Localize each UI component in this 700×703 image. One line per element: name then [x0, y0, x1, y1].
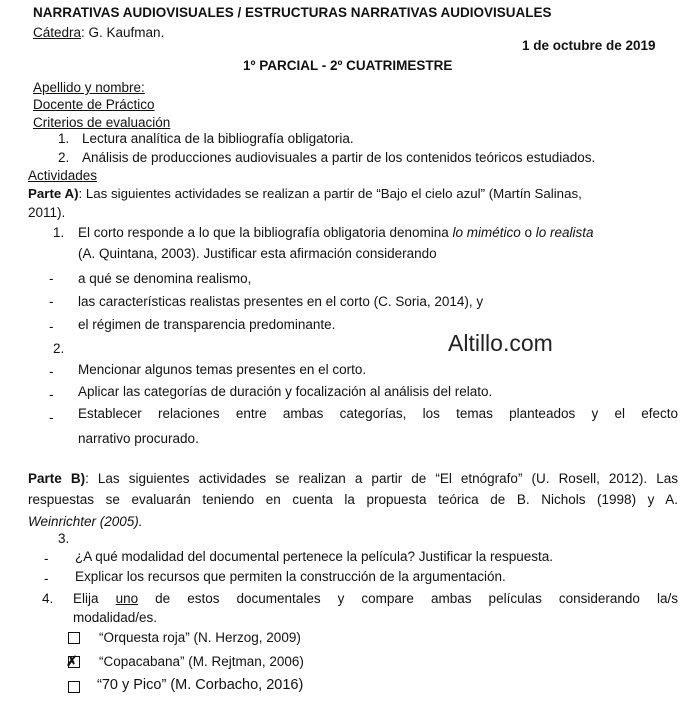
field-docente: Docente de Práctico [33, 97, 155, 112]
q1-conj: o [520, 225, 536, 240]
q2-number: 2. [53, 341, 65, 356]
bullet-dash: - [49, 319, 54, 334]
criterio-item-1: Lectura analítica de la bibliografía obligatoria. [82, 131, 354, 146]
q2-bullet-3-line-1: Establecer relaciones entre ambas categorías, los temas planteados y el efecto [78, 406, 678, 421]
q3-bullet-2: Explicar los recursos que permiten la construcción de la argumentación. [75, 569, 506, 584]
actividades-heading: Actividades [28, 168, 98, 183]
bullet-dash: - [49, 387, 54, 402]
q1-line-2: (A. Quintana, 2003). Justificar esta afirmación considerando [78, 246, 437, 261]
q2-bullet-2: Aplicar las categorías de duración y focalización al análisis del relato. [78, 384, 493, 399]
parte-b-intro-3: Weinrichter (2005). [28, 514, 143, 529]
q4-number: 4. [42, 591, 54, 606]
option-70-y-pico: “70 y Pico” (M. Corbacho, 2016) [97, 677, 304, 693]
exam-title: 1º PARCIAL - 2º CUATRIMESTRE [243, 58, 453, 73]
option-orquesta-roja: “Orquesta roja” (N. Herzog, 2009) [99, 630, 301, 645]
q1-bullet-1: a qué se denomina realismo, [78, 271, 252, 286]
parte-a-label: Parte A) [28, 186, 79, 201]
q4-text-pre: Elija [73, 591, 116, 606]
checkbox-orquesta-roja[interactable] [68, 632, 80, 644]
field-apellido: Apellido y nombre: [33, 80, 145, 95]
bullet-dash: - [49, 271, 54, 286]
q3-bullet-1: ¿A qué modalidad del documental pertenece la película? Justificar la respuesta. [75, 549, 554, 564]
criterio-num-1: 1. [58, 131, 70, 146]
q4-line-1 [73, 590, 678, 607]
q1-term-realista: lo realista [535, 225, 594, 240]
watermark: Altillo.com [448, 330, 553, 356]
bullet-dash: - [44, 571, 49, 586]
q4-line-2: modalidad/es. [73, 610, 158, 625]
field-criterios: Criterios de evaluación [33, 115, 171, 130]
parte-b-intro-2: respuestas se evaluarán teniendo en cuenta la propuesta teórica de B. Nichols (1998) y A. [28, 492, 678, 507]
q3-number: 3. [58, 531, 70, 546]
q1-line-1 [78, 224, 594, 241]
q4-text-uno: uno [115, 591, 139, 606]
course-title: NARRATIVAS AUDIOVISUALES / ESTRUCTURAS NARRATIVAS AUDIOVISUALES [33, 5, 552, 20]
parte-a-intro-2: 2011). [28, 205, 66, 220]
bullet-dash: - [49, 410, 54, 425]
catedra-line [33, 24, 164, 41]
catedra-label: Cátedra [33, 25, 82, 40]
q1-text: El corto responde a lo que la bibliografía obligatoria denomina [78, 225, 453, 240]
q1-bullet-2: las características realistas presentes en el corto (C. Soria, 2014), y [78, 294, 484, 309]
parte-b-intro-text: : Las siguientes actividades se realizan a partir de “El etnógrafo” (U. Rosell, 2012). Las [85, 471, 679, 486]
q2-bullet-3-line-2: narrativo procurado. [78, 431, 199, 446]
criterio-num-2: 2. [58, 150, 70, 165]
parte-a-intro [28, 185, 582, 202]
q2-bullet-1: Mencionar algunos temas presentes en el corto. [78, 362, 367, 377]
bullet-dash: - [49, 294, 54, 309]
option-copacabana: “Copacabana” (M. Rejtman, 2006) [99, 654, 304, 669]
bullet-dash: - [44, 551, 49, 566]
catedra-value: : G. Kaufman. [81, 25, 165, 40]
exam-date: 1 de octubre de 2019 [522, 38, 656, 53]
q1-number: 1. [53, 225, 65, 240]
cross-mark-icon: ✗ [66, 653, 78, 669]
bullet-dash: - [49, 364, 54, 379]
criterio-item-2: Análisis de producciones audiovisuales a partir de los contenidos teóricos estudiados. [82, 150, 596, 165]
q1-term-mimetico: lo mimético [452, 225, 521, 240]
checkbox-70-y-pico[interactable] [68, 681, 80, 693]
q1-bullet-3: el régimen de transparencia predominante. [78, 317, 336, 332]
q4-text-post: de estos documentales y compare ambas películas considerando la/s [138, 591, 678, 606]
parte-b-intro [28, 470, 678, 487]
parte-b-label: Parte B) [28, 471, 86, 486]
parte-a-intro-text: : Las siguientes actividades se realizan a partir de “Bajo el cielo azul” (Martín Salinas, [78, 186, 582, 201]
